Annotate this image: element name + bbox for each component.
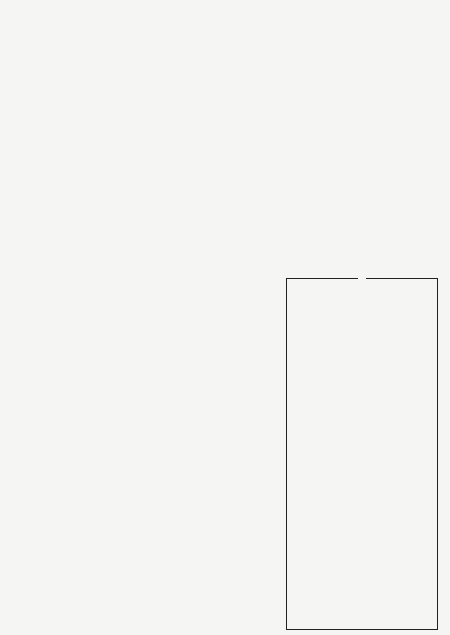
- toc-title: [62, 475, 64, 483]
- toc-entry[interactable]: [62, 146, 278, 156]
- toc-title: [62, 277, 64, 285]
- toc-entry[interactable]: [62, 220, 278, 230]
- toc-entry[interactable]: [62, 238, 278, 248]
- toc-entry[interactable]: [62, 328, 278, 337]
- toc-entry[interactable]: [62, 370, 278, 379]
- toc-title: [62, 238, 64, 247]
- toc-entry[interactable]: [62, 277, 278, 286]
- toc-entry[interactable]: [62, 186, 278, 196]
- study-meetings-box: [286, 278, 438, 630]
- study-meetings-title: [287, 272, 437, 282]
- toc-entry-continued[interactable]: [62, 286, 278, 295]
- toc-entry[interactable]: [62, 391, 278, 400]
- toc-title: [62, 454, 64, 462]
- table-of-contents: [62, 146, 278, 484]
- toc-entry[interactable]: [62, 307, 278, 316]
- toc-entry[interactable]: [62, 168, 278, 178]
- toc-title: [62, 433, 64, 441]
- toc-entry[interactable]: [62, 433, 278, 442]
- toc-entry[interactable]: [62, 256, 278, 265]
- toc-entry[interactable]: [62, 412, 278, 421]
- toc-entry[interactable]: [62, 349, 278, 358]
- toc-entry[interactable]: [62, 475, 278, 484]
- toc-entry[interactable]: [62, 454, 278, 463]
- toc-title: [62, 220, 64, 229]
